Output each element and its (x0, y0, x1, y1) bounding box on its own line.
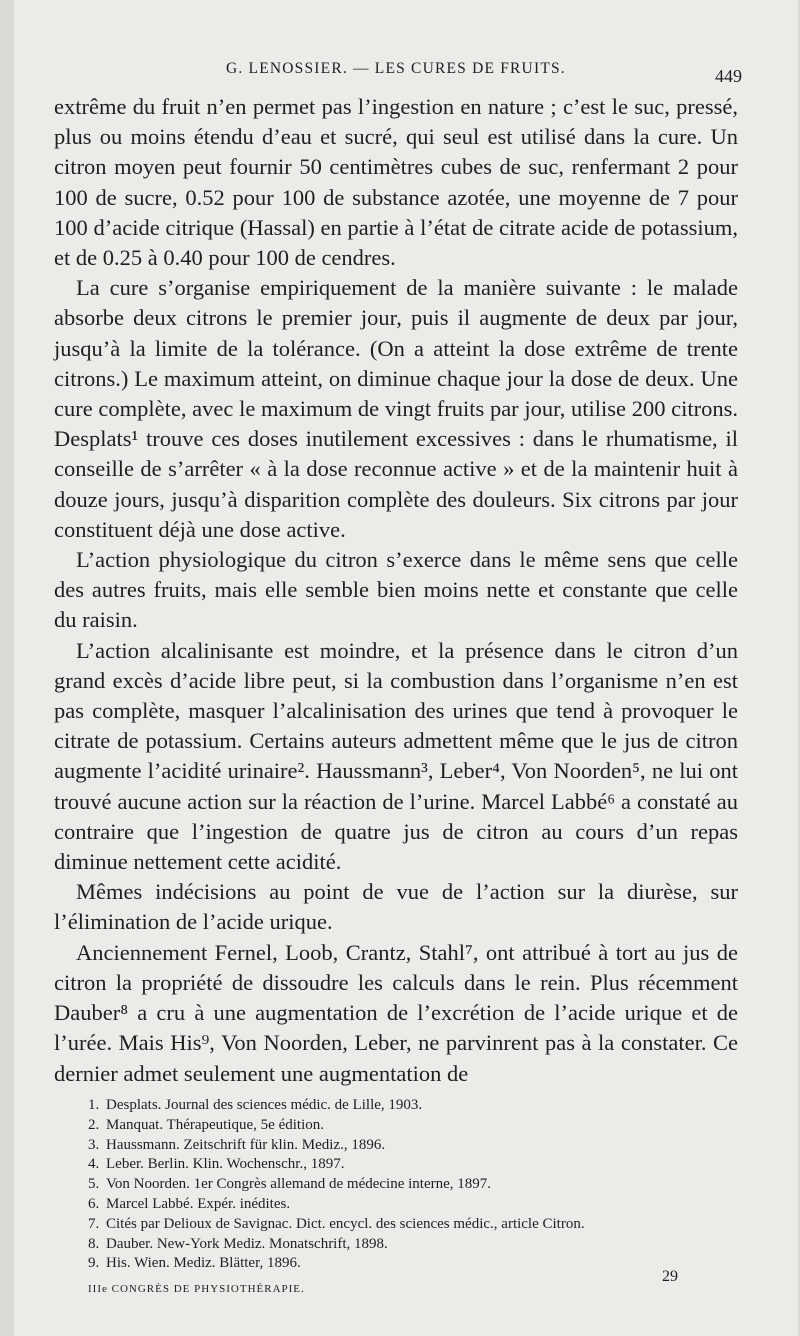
page-number: 449 (715, 66, 742, 86)
footnote (88, 1155, 728, 1175)
footnote-text: Manquat. Thérapeutique, 5e édition. (106, 1116, 324, 1133)
folio: IIIe CONGRÈS DE PHYSIOTHÉRAPIE. (88, 1283, 305, 1295)
footnote-text: Leber. Berlin. Klin. Wochenschr., 1897. (106, 1156, 345, 1173)
paragraph: La cure s’organise empiriquement de la manière suivante : le malade absorbe deux citrons le premier jour, puis il augmente de deux par jour, jusqu’à la limite de la tolérance. (On a atteint la dose extrême de trente citrons.) Le maximum atteint, on diminue chaque jour la dose de deux. Une cure complète, avec le maximum de vingt fruits par jour, utilise 200 citrons. Desplats¹ trouve ces doses inutilement excessives : dans le rhumatisme, il conseille de s’arrêter « à la dose reconnue active » et de la maintenir huit à douze jours, jusqu’à disparition complète des douleurs. Six citrons par jour constituent déjà une dose active. (54, 275, 738, 542)
footnote (88, 1195, 728, 1215)
footnote-number: 6. (88, 1195, 100, 1212)
paragraph: Anciennement Fernel, Loob, Crantz, Stahl⁷, ont attribué à tort au jus de citron la propriété de dissoudre les calculs dans le rein. Plus récemment Dauber⁸ a cru à une augmentation de l’excrétion de l’acide urique et de l’urée. Mais His⁹, Von Noorden, Leber, ne parvinrent pas à la constater. Ce dernier admet seulement une augmentation de (54, 939, 738, 1086)
footnote-number: 1. (88, 1097, 100, 1113)
footnote-number: 4. (88, 1156, 100, 1173)
book-page (14, 0, 798, 1336)
paragraph: Mêmes indécisions au point de vue de l’action sur la diurèse, sur l’élimination de l’acide urique. (54, 879, 738, 935)
footnote (88, 1136, 728, 1156)
footnote (88, 1116, 728, 1136)
running-title: G. LENOSSIER. — LES CURES DE FRUITS. (226, 60, 566, 77)
footnote-number: 9. (88, 1255, 100, 1272)
footnote-number: 8. (88, 1235, 100, 1252)
footnote-text: Dauber. New-York Mediz. Monatschrift, 1898. (106, 1235, 388, 1252)
footnote-text: Haussmann. Zeitschrift für klin. Mediz., 1896. (106, 1136, 386, 1153)
page-header (14, 60, 798, 88)
footnotes (88, 1096, 728, 1274)
footnote-text: Desplats. Journal des sciences médic. de Lille, 1903. (106, 1097, 423, 1113)
paragraph: L’action alcalinisante est moindre, et la présence dans le citron d’un grand excès d’acide libre peut, si la combustion dans l’organisme n’en est pas complète, masquer l’alcalinisation des urines que tend à provoquer le citrate de potassium. Certains auteurs admettent même que le jus de citron augmente l’acidité urinaire². Haussmann³, Leber⁴, Von Noorden⁵, ne lui ont trouvé aucune action sur la réaction de l’urine. Marcel Labbé⁶ a constaté au contraire que l’ingestion de quatre jus de citron au cours d’un repas diminue nettement cette acidité. (54, 637, 738, 875)
signature-mark: 29 (662, 1268, 678, 1285)
footnote (88, 1235, 728, 1255)
footnote-number: 5. (88, 1176, 100, 1193)
footnote-text: Cités par Delioux de Savignac. Dict. encycl. des sciences médic., article Citron. (106, 1215, 585, 1232)
body-text (54, 92, 738, 1089)
paragraph: L’action physiologique du citron s’exerce dans le même sens que celle des autres fruits, mais elle semble bien moins nette et constante que celle du raisin. (54, 547, 738, 633)
footnote (88, 1175, 728, 1195)
footnote (88, 1215, 728, 1235)
footnote-number: 2. (88, 1116, 100, 1133)
footnote-text: Von Noorden. 1er Congrès allemand de médecine interne, 1897. (106, 1176, 492, 1193)
paragraph: extrême du fruit n’en permet pas l’ingestion en nature ; c’est le suc, pressé, plus ou moins étendu d’eau et sucré, qui seul est utilisé dans la cure. Un citron moyen peut fournir 50 centimètres cubes de suc, renfermant 2 pour 100 de sucre, 0.52 pour 100 de substance azotée, une moyenne de 7 pour 100 d’acide citrique (Hassal) en partie à l’état de citrate acide de potassium, et de 0.25 à 0.40 pour 100 de cendres. (54, 94, 738, 271)
footnote-number: 7. (88, 1215, 100, 1232)
footnote-text: Marcel Labbé. Expér. inédites. (106, 1195, 291, 1212)
footnote-text: His. Wien. Mediz. Blätter, 1896. (106, 1255, 301, 1272)
footnote (88, 1254, 728, 1274)
footnote (88, 1096, 728, 1116)
footnote-number: 3. (88, 1136, 100, 1153)
